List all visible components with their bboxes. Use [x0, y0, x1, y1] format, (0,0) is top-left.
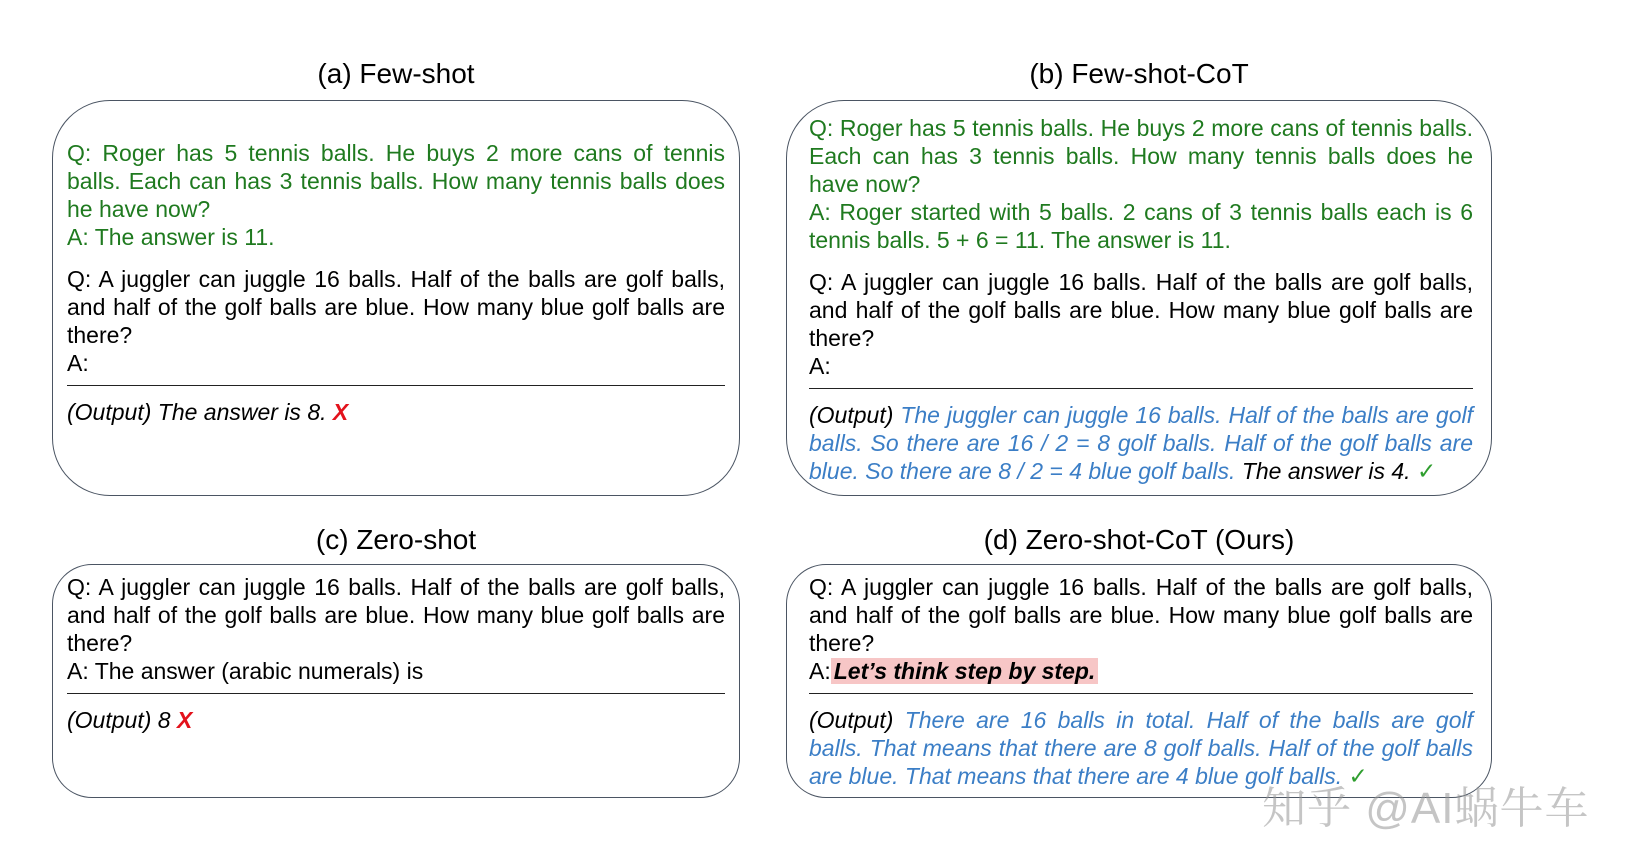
panel-c-divider	[67, 693, 725, 694]
panel-a-output	[67, 398, 725, 426]
panel-c-output-label: (Output)	[67, 707, 152, 733]
panel-b-divider	[809, 388, 1473, 389]
wrong-mark-icon: X	[176, 707, 193, 733]
panel-b-output-reasoning: The juggler can juggle 16 balls. Half of the balls are golf balls. So there are 16 / 2 = 8 golf balls. Half of the golf balls are blue. So there are 8 / 2 = 4 blue golf balls.	[809, 402, 1474, 484]
step-by-step-highlight: Let’s think step by step.	[831, 658, 1099, 684]
panel-b-output-label: (Output)	[809, 402, 894, 428]
panel-a-example-answer: A: The answer is 11.	[67, 224, 275, 250]
panel-a-divider	[67, 385, 725, 386]
panel-d-question: Q: A juggler can juggle 16 balls. Half of the balls are golf balls, and half of the golf balls are blue. How many blue golf balls are there?	[809, 574, 1473, 656]
correct-mark-icon: ✓	[1348, 763, 1368, 789]
panel-c-title: (c) Zero-shot	[315, 524, 477, 555]
panel-d-output-reasoning: There are 16 balls in total. Half of the balls are golf balls. That means that there are 8 golf balls. Half of the golf balls are blue. That means that there are 4 blue golf balls.	[809, 707, 1474, 789]
panel-a-question: Q: A juggler can juggle 16 balls. Half of the balls are golf balls, and half of the golf balls are blue. How many blue golf balls are there?	[67, 266, 725, 348]
panel-d-output-label: (Output)	[809, 707, 894, 733]
panel-a-title: (a) Few-shot	[317, 58, 475, 89]
panel-d-divider	[809, 693, 1473, 694]
panel-c-output	[67, 706, 725, 734]
watermark: 知乎 @AI蜗牛车	[1262, 784, 1590, 833]
panel-d-answer-prompt	[809, 657, 1473, 685]
panel-b-example-question: Q: Roger has 5 tennis balls. He buys 2 more cans of tennis balls. Each can has 3 tennis balls. How many tennis balls does he have now?	[809, 115, 1473, 197]
panel-d-title: (d) Zero-shot-CoT (Ours)	[983, 524, 1295, 555]
panel-c-answer-prompt: A: The answer (arabic numerals) is	[67, 658, 424, 684]
panel-a-output-text: The answer is 8.	[157, 399, 327, 425]
panel-b-output	[809, 401, 1473, 485]
panel-b-title: (b) Few-shot-CoT	[1029, 58, 1249, 89]
panel-a-answer-prompt: A:	[67, 350, 89, 376]
panel-a-box	[52, 100, 740, 496]
panel-a-example-question: Q: Roger has 5 tennis balls. He buys 2 more cans of tennis balls. Each can has 3 tennis balls. How many tennis balls does he have now?	[67, 140, 725, 222]
panel-c-question: Q: A juggler can juggle 16 balls. Half of the balls are golf balls, and half of the golf balls are blue. How many blue golf balls are there?	[67, 574, 725, 656]
correct-mark-icon: ✓	[1416, 458, 1437, 484]
panel-d-answer-prefix: A:	[809, 658, 831, 684]
panel-b-box	[786, 100, 1492, 496]
panel-c-output-text: 8	[157, 707, 171, 733]
panel-b-example-answer: A: Roger started with 5 balls. 2 cans of 3 tennis balls each is 6 tennis balls. 5 + 6 = 11. The answer is 11.	[809, 199, 1473, 253]
panel-c-box	[52, 564, 740, 798]
wrong-mark-icon: X	[332, 399, 349, 425]
panel-b-answer-prompt: A:	[809, 353, 831, 379]
panel-d-box	[786, 564, 1492, 798]
panel-a-output-label: (Output)	[67, 399, 152, 425]
panel-b-question: Q: A juggler can juggle 16 balls. Half of the balls are golf balls, and half of the golf balls are blue. How many blue golf balls are there?	[809, 269, 1473, 351]
panel-b-output-answer: The answer is 4.	[1241, 458, 1411, 484]
